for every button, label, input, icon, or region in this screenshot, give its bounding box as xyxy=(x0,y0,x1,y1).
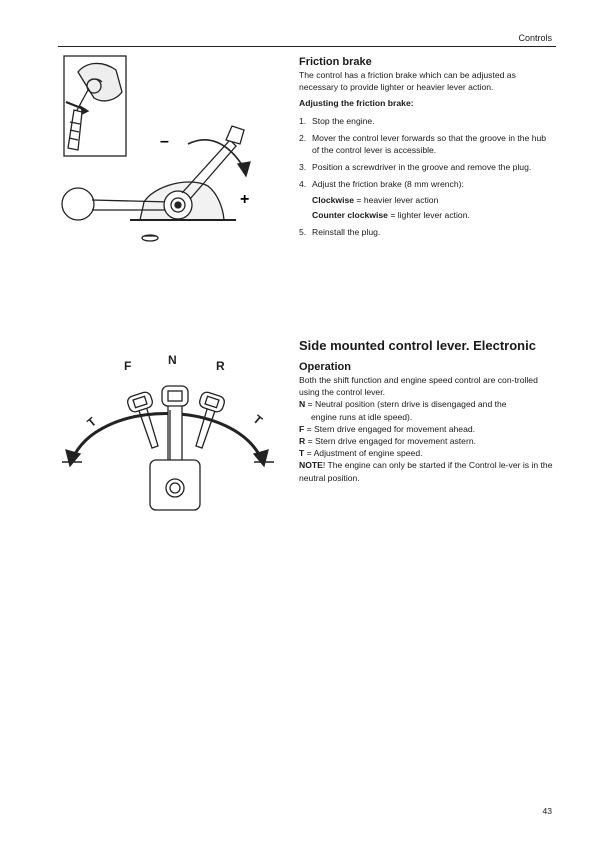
friction-brake-section xyxy=(299,56,554,238)
operation-heading: Operation xyxy=(299,361,351,373)
note: NOTE! The engine can only be started if the Control le-ver is in the neutral position. xyxy=(299,460,553,483)
step-item: 4. Adjust the friction brake (8 mm wrench): xyxy=(299,179,464,190)
step-item: 1. Stop the engine. xyxy=(299,115,375,126)
label-throttle-right: T xyxy=(250,412,266,428)
throttle-arc xyxy=(72,414,262,461)
step-item: 2. Mover the control lever forwards so that the groove in the hub of the control lever is accessible. xyxy=(299,132,547,156)
operation-intro: Both the shift function and engine speed control are con-trolled using the control lever. xyxy=(299,375,538,398)
label-reverse: R xyxy=(216,359,225,373)
header-rule xyxy=(58,46,556,47)
page-number: 43 xyxy=(542,806,552,816)
clockwise-line: Clockwise = heavier lever action xyxy=(312,194,439,205)
label-neutral: N xyxy=(168,353,177,367)
minus-label: – xyxy=(160,133,169,150)
label-forward: F xyxy=(124,359,132,373)
friction-subheading: Adjusting the friction brake: xyxy=(299,98,414,109)
friction-title: Friction brake xyxy=(299,56,372,68)
plus-label: + xyxy=(240,191,250,208)
side-lever-title: Side mounted control lever. Electronic xyxy=(299,338,536,353)
step-item: 3. Position a screwdriver in the groove and remove the plug. xyxy=(299,162,532,173)
side-lever-section xyxy=(299,338,554,484)
label-throttle-left: T xyxy=(84,414,100,430)
running-header: Controls xyxy=(518,33,552,43)
definition-reverse: R = Stern drive engaged for movement astern. xyxy=(299,436,476,447)
friction-intro: The control has a friction brake which can be adjusted as necessary to provide lighter or heavier lever action. xyxy=(299,70,516,93)
definition-throttle: T = Adjustment of engine speed. xyxy=(299,448,423,459)
definition-forward: F = Stern drive engaged for movement ahead. xyxy=(299,423,476,434)
side-lever-figure xyxy=(58,348,288,528)
lever-position-forward xyxy=(126,391,158,448)
counter-clockwise-line: Counter clockwise = lighter lever action. xyxy=(312,209,470,220)
step-item: 5. Reinstall the plug. xyxy=(299,227,381,238)
friction-brake-figure xyxy=(58,52,278,252)
definition-neutral: N = Neutral position (stern drive is disengaged and the engine runs at idle speed). xyxy=(299,399,507,422)
